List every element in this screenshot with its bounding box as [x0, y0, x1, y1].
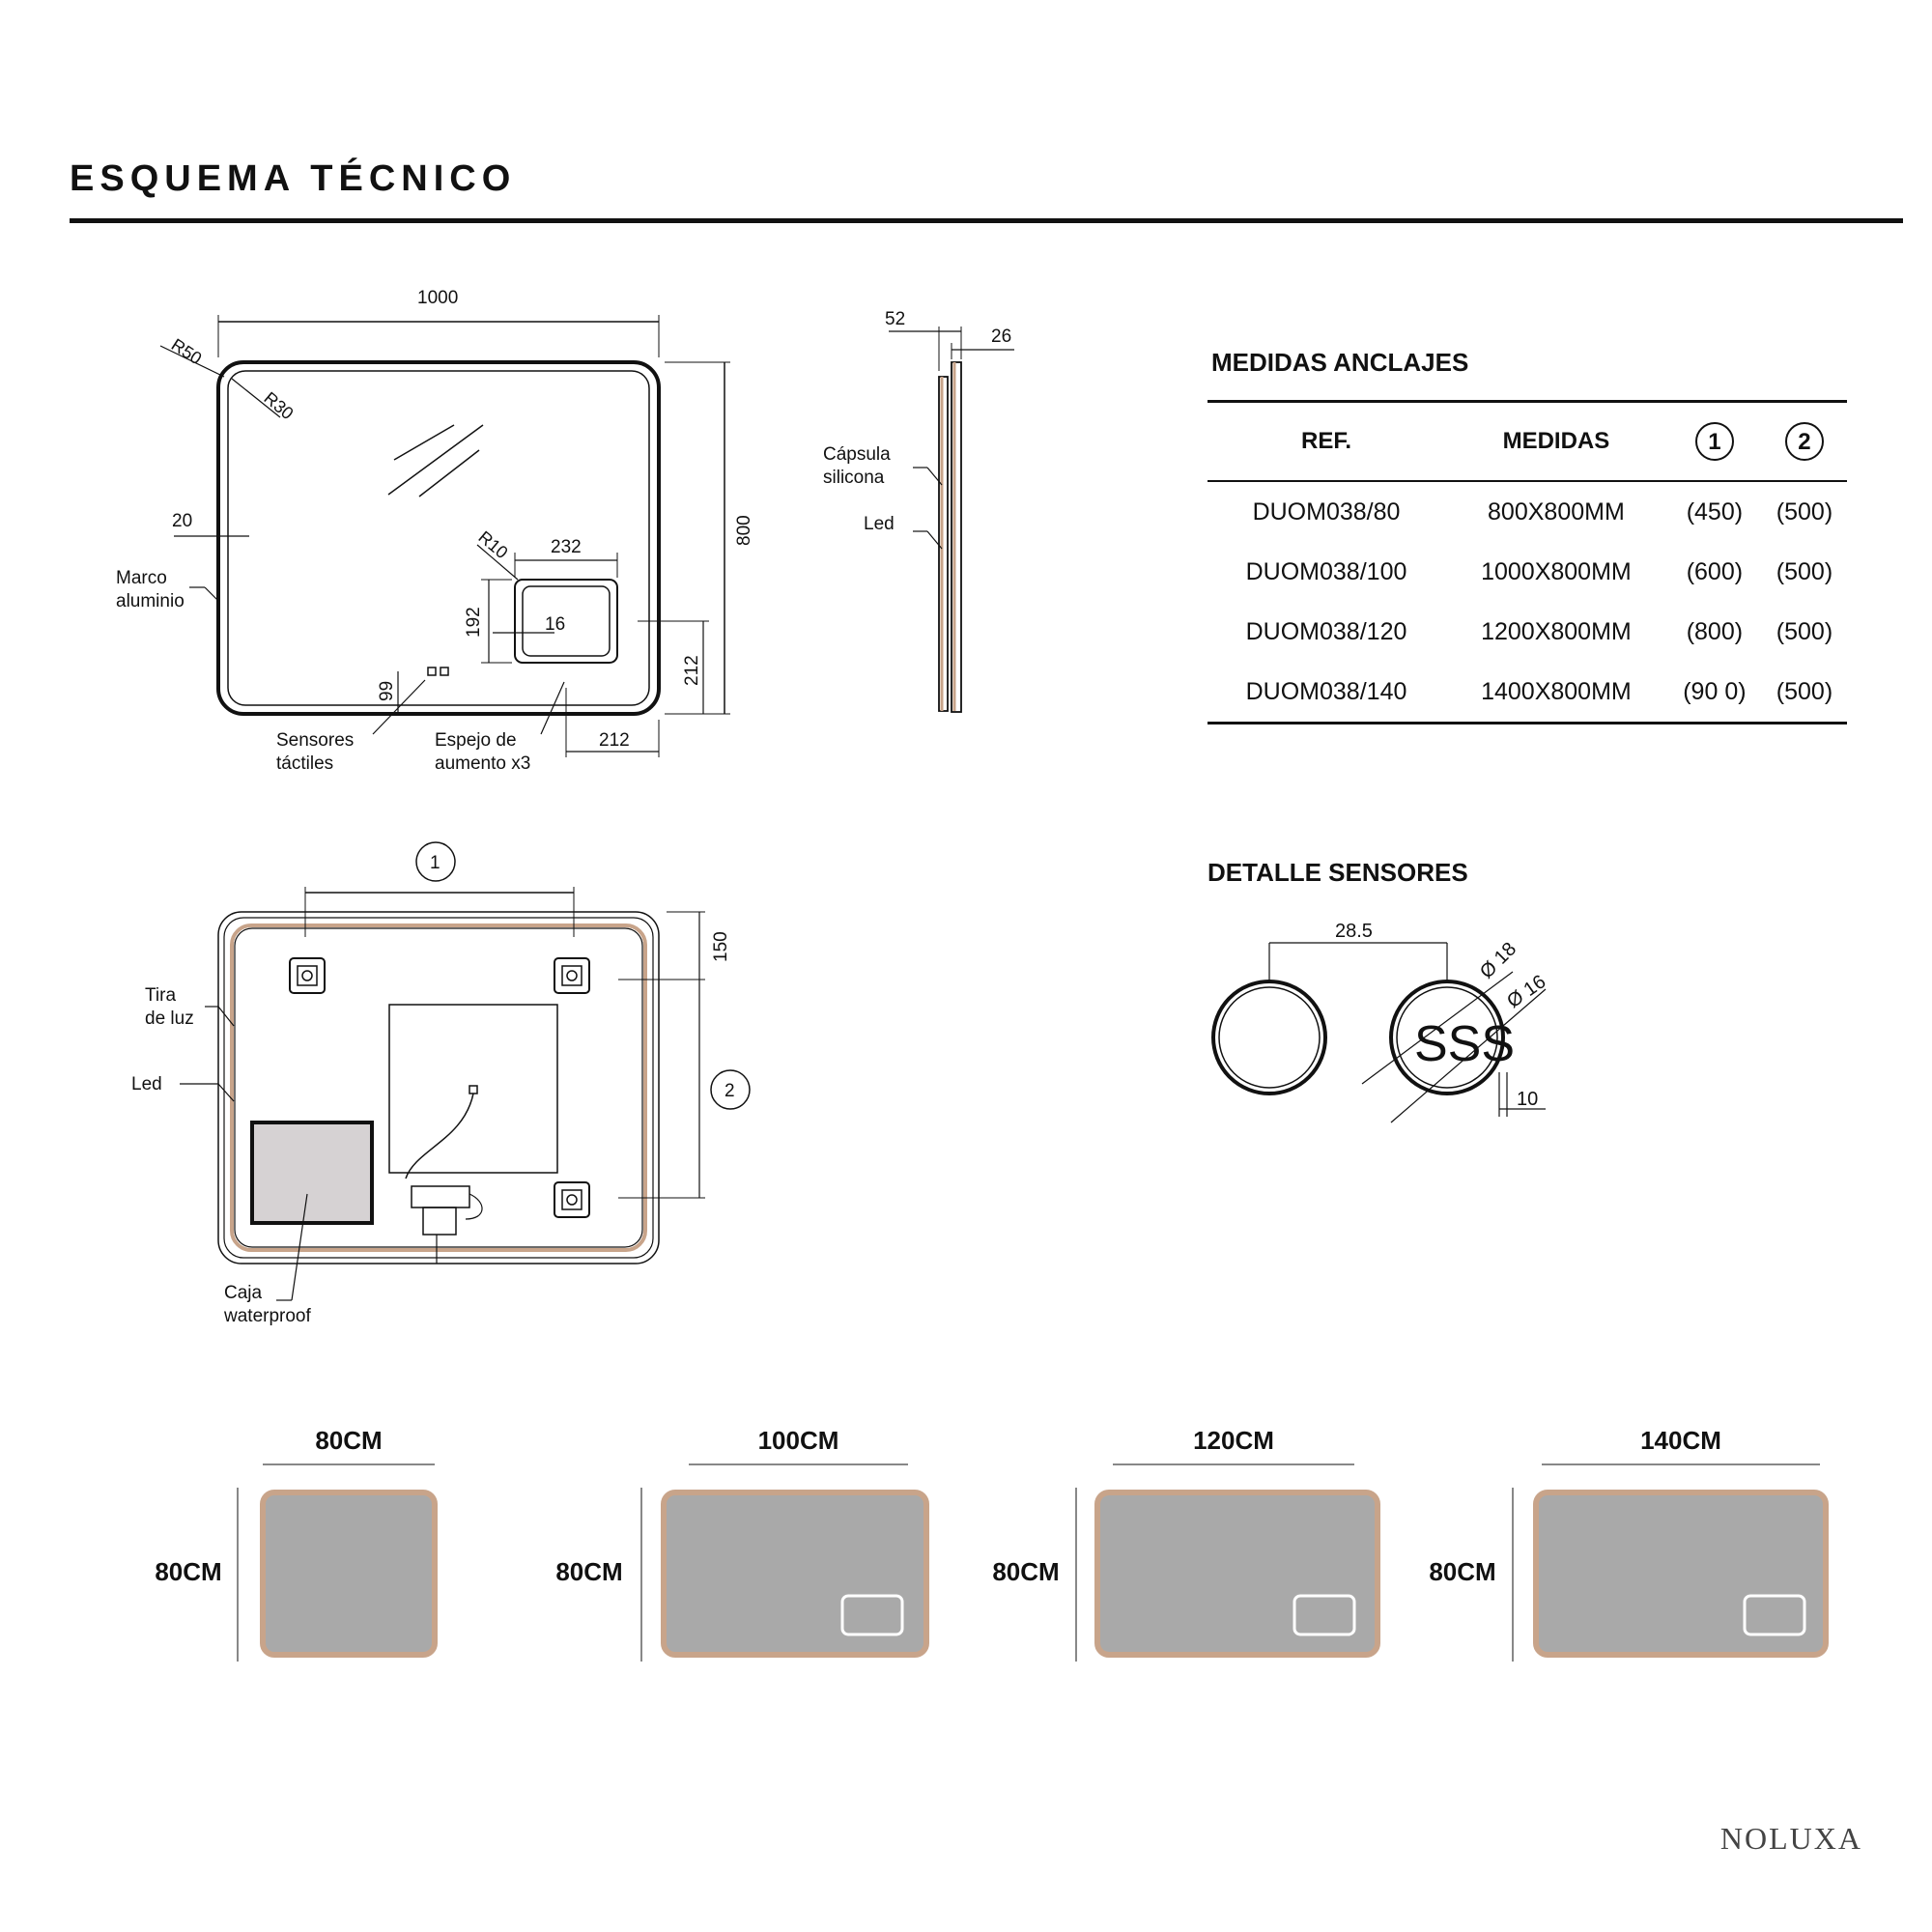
label-frame-line1: Marco — [116, 568, 167, 588]
anchors-title: MEDIDAS ANCLAJES — [1211, 348, 1469, 377]
cell-anchor-2: (500) — [1762, 662, 1847, 724]
anchors-header-row — [1208, 402, 1847, 482]
cell-anchor-1: (450) — [1686, 497, 1744, 526]
size-80-mirror — [263, 1492, 435, 1655]
dim-150: 150 — [711, 931, 731, 962]
size-100-mirror — [664, 1492, 926, 1655]
label-sensors-line2: táctiles — [276, 753, 334, 774]
table-row — [1208, 662, 1847, 724]
label-magnifier-line1: Espejo de — [435, 730, 517, 751]
cell-measures: 1400X800MM — [1445, 662, 1667, 724]
touch-sensor-icon — [440, 668, 448, 675]
sensor-ring-icon — [1213, 981, 1325, 1094]
table-row — [1208, 542, 1847, 602]
dim-d16: Ø 16 — [1503, 971, 1550, 1013]
label-strip-line2: de luz — [145, 1009, 194, 1029]
dim-magnifier-radius: R10 — [474, 526, 512, 563]
dim-sensor-offset: 99 — [377, 680, 397, 701]
anchors-table — [1208, 400, 1847, 724]
size-80-height: 80CM — [155, 1557, 222, 1586]
magnifier-inner — [523, 586, 610, 656]
size-120-height: 80CM — [992, 1557, 1060, 1586]
brand-logo: NOLUXA — [1719, 1821, 1862, 1856]
dim-depth-total: 52 — [885, 309, 906, 329]
cell-anchor-2: (500) — [1776, 497, 1833, 526]
dim-magnifier-offset-v: 212 — [682, 655, 702, 686]
size-120-mirror — [1097, 1492, 1378, 1655]
table-row — [1208, 602, 1847, 662]
cell-measures: 800X800MM — [1488, 497, 1625, 526]
anchor-icon — [554, 1182, 589, 1217]
dim-magnifier-inner: 16 — [545, 614, 566, 635]
label-strip-line1: Tira — [145, 985, 177, 1006]
side-view-labels — [823, 309, 1011, 534]
dim-magnifier-offset-h: 212 — [599, 730, 630, 751]
label-capsule-line1: Cápsula — [823, 444, 891, 465]
dim-r30: R30 — [260, 387, 298, 424]
table-row — [1208, 481, 1847, 542]
cell-anchor-2: (500) — [1776, 617, 1833, 645]
sensors-title: DETALLE SENSORES — [1208, 858, 1468, 887]
size-100-width: 100CM — [757, 1426, 839, 1455]
header-anchor-1-cell — [1667, 402, 1762, 482]
dim-r50: R50 — [167, 334, 206, 369]
mirror-inner-frame — [228, 371, 649, 705]
cell-anchor-1: (800) — [1686, 617, 1744, 645]
size-140-height: 80CM — [1429, 1557, 1496, 1586]
dim-width: 1000 — [417, 288, 459, 308]
marker-1: 1 — [430, 853, 440, 873]
cell-anchor-1: (600) — [1686, 557, 1744, 585]
cell-ref: DUOM038/140 — [1208, 662, 1445, 724]
cell-ref: DUOM038/100 — [1245, 557, 1407, 585]
dim-d18: Ø 18 — [1475, 938, 1521, 983]
side-view — [889, 327, 1014, 712]
front-view — [160, 315, 730, 757]
header-measures: MEDIDAS — [1445, 402, 1667, 482]
label-box-line1: Caja — [224, 1283, 263, 1303]
header-anchor-2: 2 — [1785, 422, 1824, 461]
back-view — [180, 842, 750, 1300]
size-140-width: 140CM — [1640, 1426, 1721, 1455]
cell-ref: DUOM038/80 — [1252, 497, 1401, 526]
waterproof-box — [252, 1122, 372, 1223]
dim-sensor-spacing: 28.5 — [1335, 921, 1373, 942]
dim-frame-offset: 20 — [172, 511, 193, 531]
header-anchor-1: 1 — [1695, 422, 1734, 461]
magnifier-outer — [515, 580, 617, 663]
size-120-width: 120CM — [1193, 1426, 1274, 1455]
header-ref: REF. — [1208, 402, 1445, 482]
dim-depth-glass: 26 — [991, 327, 1012, 347]
sensor-symbol: SSS — [1414, 1016, 1516, 1072]
dim-magnifier-height: 192 — [464, 607, 484, 638]
dim-gap: 10 — [1517, 1089, 1539, 1110]
marker-2: 2 — [724, 1081, 735, 1101]
dim-height: 800 — [734, 515, 754, 546]
size-80-width: 80CM — [315, 1426, 383, 1455]
label-led-back: Led — [131, 1074, 162, 1094]
cell-measures: 1000X800MM — [1481, 557, 1632, 585]
label-led: Led — [864, 514, 895, 534]
touch-sensor-icon — [428, 668, 436, 675]
header-anchor-2-cell — [1762, 402, 1847, 482]
cell-measures: 1200X800MM — [1481, 617, 1632, 645]
size-100-height: 80CM — [555, 1557, 623, 1586]
anchor-icon — [290, 958, 325, 993]
anchor-icon — [554, 958, 589, 993]
label-magnifier-line2: aumento x3 — [435, 753, 531, 774]
label-frame-line2: aluminio — [116, 591, 185, 611]
label-capsule-line2: silicona — [823, 468, 885, 488]
size-140-mirror — [1536, 1492, 1826, 1655]
dim-magnifier-width: 232 — [551, 537, 582, 557]
cell-anchor-1: (90 0) — [1667, 662, 1762, 724]
label-box-line2: waterproof — [224, 1306, 311, 1326]
cell-ref: DUOM038/120 — [1245, 617, 1407, 645]
cell-anchor-2: (500) — [1776, 557, 1833, 585]
page-title: ESQUEMA TÉCNICO — [70, 158, 517, 199]
label-sensors-line1: Sensores — [276, 730, 355, 751]
